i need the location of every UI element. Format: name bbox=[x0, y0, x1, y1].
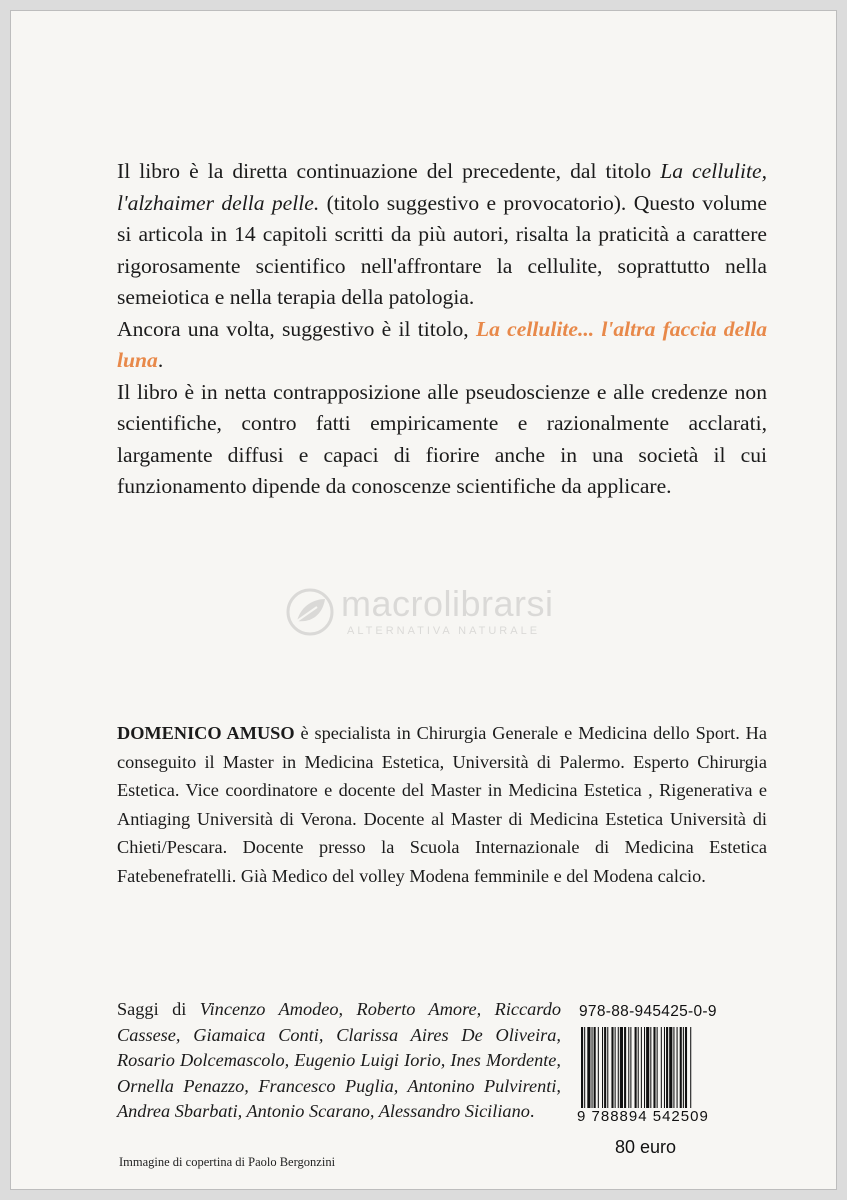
blurb-text: Ancora una volta, suggestivo è il titolo, bbox=[117, 316, 476, 341]
barcode-bar bbox=[661, 1027, 662, 1115]
barcode-bar bbox=[587, 1027, 590, 1115]
book-blurb bbox=[117, 156, 767, 503]
price-label: 80 euro bbox=[615, 1137, 677, 1157]
barcode-bar bbox=[650, 1027, 651, 1115]
barcode-bar bbox=[644, 1027, 645, 1115]
barcode-bar bbox=[592, 1027, 593, 1115]
blurb-paragraph-2 bbox=[117, 314, 767, 377]
barcode-bar bbox=[628, 1027, 629, 1115]
barcode-bar bbox=[685, 1027, 687, 1115]
book-title-highlight: La cellulite... l'altra faccia della luna bbox=[117, 316, 767, 372]
barcode-bar bbox=[635, 1027, 637, 1115]
watermark-brand: macrolibrarsi bbox=[341, 583, 554, 624]
barcode-bar bbox=[646, 1027, 649, 1115]
barcode-bar bbox=[581, 1027, 583, 1115]
barcode-image bbox=[577, 1027, 743, 1119]
barcode-bar bbox=[615, 1027, 616, 1115]
macrolibrarsi-watermark bbox=[283, 581, 583, 651]
essays-prefix: Saggi di bbox=[117, 999, 200, 1019]
barcode-bar bbox=[683, 1027, 684, 1115]
blurb-paragraph-3: Il libro è in netta contrapposizione alle pseudoscienze e alle credenze non scientifiche, contro fatti empiricamente e razionalmente acclarati, largamente diffusi e capaci di fiorire anche in una società il cui funzionamento dipende da conoscenze scientifiche da applicare. bbox=[117, 379, 767, 498]
author-bio-text: è specialista in Chirurgia Generale e Medicina dello Sport. Ha conseguito il Master in Medicina Estetica, Università di Palermo. Esperto Chirurgia Estetica. Vice coordinatore e docente del Master in Medicina Estetica , Rigenerativa e Antiaging Università di Verona. Docente al Master di Medicina Estetica Università di Chieti/Pescara. Docente presso la Scuola Internazionale di Medicina Estetica Fatebenefratelli. Già Medico del volley Modena femminile e del Modena calcio. bbox=[117, 723, 767, 886]
isbn-label: 978-88-945425-0-9 bbox=[579, 1003, 717, 1020]
barcode-bar bbox=[677, 1027, 678, 1115]
barcode-bar bbox=[638, 1027, 639, 1115]
barcode-bar bbox=[666, 1027, 668, 1115]
barcode-bar bbox=[584, 1027, 585, 1115]
barcode-bar bbox=[618, 1027, 619, 1115]
barcode-bar bbox=[607, 1027, 608, 1115]
barcode-bar bbox=[604, 1027, 606, 1115]
barcode-bar bbox=[653, 1027, 655, 1115]
barcode-block bbox=[577, 1003, 743, 1145]
barcode-bar bbox=[664, 1027, 665, 1115]
blurb-text: . bbox=[157, 348, 164, 372]
barcode-bar bbox=[602, 1027, 603, 1115]
barcode-bar bbox=[673, 1027, 674, 1115]
barcode-bar bbox=[680, 1027, 682, 1115]
barcode-bar bbox=[624, 1027, 626, 1115]
cover-image-credit: Immagine di copertina di Paolo Bergonzini bbox=[119, 1155, 336, 1169]
barcode-digits: 9 788894 542509 bbox=[577, 1108, 743, 1125]
blurb-text: Il libro è la diretta continuazione del precedente, dal titolo bbox=[117, 159, 661, 183]
essay-contributors bbox=[117, 997, 561, 1125]
essays-suffix: . bbox=[529, 1101, 535, 1121]
essay-authors: Vincenzo Amodeo, Roberto Amore, Riccardo Cassese, Giamaica Conti, Clarissa Aires De Oliveira, Rosario Dolcemascolo, Eugenio Luigi Iorio, Ines Mordente, Ornella Penazzo, Francesco Puglia, Antonino Pulvirenti, Andrea Sbarbati, Antonio Scarano, Alessandro Siciliano bbox=[117, 999, 561, 1121]
author-name: DOMENICO AMUSO bbox=[117, 723, 295, 743]
barcode-bar bbox=[641, 1027, 642, 1115]
author-bio bbox=[117, 719, 767, 890]
blurb-text: (titolo suggestivo e provocatorio). Questo volume si articola in 14 capitoli scritti da più autori, risalta la praticità a carattere rigorosamente scientifico nell'affrontare la cellulite, soprattutto nella semeiotica e nella terapia della patologia. bbox=[117, 190, 767, 309]
barcode-bar bbox=[611, 1027, 613, 1115]
barcode-bar bbox=[594, 1027, 596, 1115]
barcode-bar bbox=[690, 1027, 691, 1115]
blurb-paragraph-1 bbox=[117, 156, 767, 314]
barcode-bar bbox=[630, 1027, 631, 1115]
barcode-bar bbox=[620, 1027, 623, 1115]
barcode-bar bbox=[669, 1027, 672, 1115]
previous-book-title: La cellulite, l'alzhaimer della pelle. bbox=[117, 159, 767, 215]
leaf-icon bbox=[283, 585, 337, 639]
barcode-bar bbox=[598, 1027, 599, 1115]
watermark-tagline: ALTERNATIVA NATURALE bbox=[347, 625, 541, 637]
book-back-cover bbox=[10, 10, 837, 1190]
barcode-bar bbox=[657, 1027, 658, 1115]
